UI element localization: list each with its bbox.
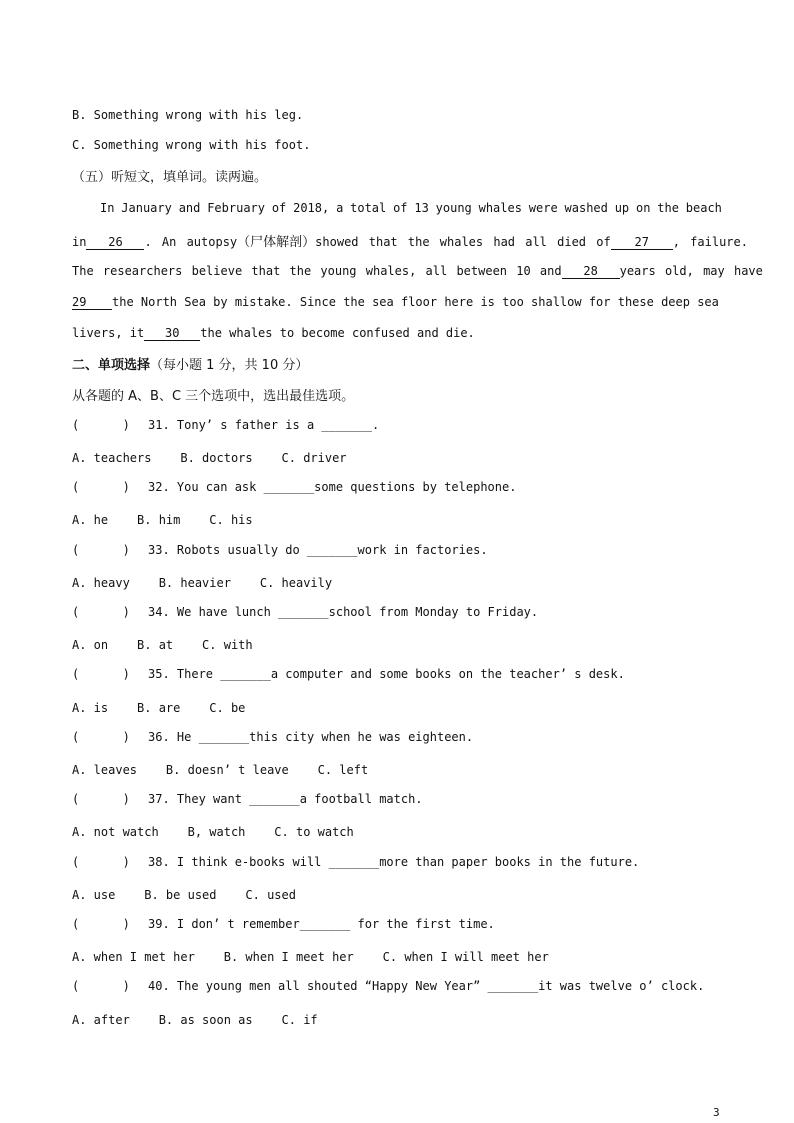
answer-bracket[interactable]: ( ) (72, 792, 130, 806)
blank-30: 30 (144, 327, 200, 341)
answer-bracket[interactable]: ( ) (72, 418, 130, 432)
passage-text: . An autopsy (144, 235, 238, 249)
question-text: 38. I think e-books will _______more than paper books in the future. (148, 855, 640, 869)
question-stem-40 (72, 979, 704, 993)
question-stem-39 (72, 917, 495, 931)
answer-bracket[interactable]: ( ) (72, 730, 130, 744)
passage-text: the North Sea by mistake. Since the sea floor here is too shallow for these deep sea (112, 295, 719, 309)
passage-word: whales (478, 201, 522, 215)
question-text: 36. He _______this city when he was eighteen. (148, 730, 474, 744)
question-options-38: A. use B. be used C. used (72, 888, 296, 902)
passage-text: years old, may have (619, 264, 763, 278)
passage-text: showed that the whales had all died of (315, 235, 611, 249)
passage-word: In (100, 201, 115, 215)
question-options-37: A. not watch B, watch C. to watch (72, 825, 354, 839)
passage-word: young (435, 201, 472, 215)
question-stem-35 (72, 667, 625, 681)
passage-word: beach (685, 201, 722, 215)
passage-word: total (350, 201, 387, 215)
question-stem-38 (72, 855, 639, 869)
passage-line-2 (72, 231, 748, 250)
passage-text: （尸体解剖） (237, 235, 316, 250)
question-text: 31. Tony’ s father is a _______. (148, 418, 380, 432)
section2-heading (72, 354, 308, 373)
blank-26: 26 (86, 236, 144, 250)
answer-bracket[interactable]: ( ) (72, 855, 130, 869)
question-stem-33 (72, 543, 488, 557)
question-options-33: A. heavy B. heavier C. heavily (72, 576, 333, 590)
question-options-40: A. after B. as soon as C. if (72, 1013, 318, 1027)
question-options-34: A. on B. at C. with (72, 638, 253, 652)
passage-word: on (635, 201, 651, 215)
blank-28: 28 (562, 265, 620, 279)
passage-word: a (336, 201, 344, 215)
question-stem-36 (72, 730, 473, 744)
question-stem-37 (72, 792, 423, 806)
section2-title: 二、单项选择 (72, 358, 151, 373)
answer-bracket[interactable]: ( ) (72, 543, 130, 557)
passage-line-5 (72, 326, 475, 341)
passage-text: The researchers believe that the young whales, all between 10 and (72, 264, 562, 278)
question-options-32: A. he B. him C. his (72, 513, 253, 527)
page-number: 3 (713, 1106, 720, 1119)
passage-line-3 (72, 264, 763, 279)
passage-word: up (614, 201, 630, 215)
question-stem-31 (72, 418, 379, 432)
passage-line-1 (100, 201, 722, 215)
passage-line-4 (72, 295, 722, 310)
question-options-31: A. teachers B. doctors C. driver (72, 451, 347, 465)
question-stem-34 (72, 605, 538, 619)
question-text: 40. The young men all shouted “Happy New Year” _______it was twelve o’ clock. (148, 979, 705, 993)
blank-27: 27 (611, 236, 673, 250)
question-stem-32 (72, 480, 516, 494)
passage-text: in (72, 235, 87, 249)
question-text: 37. They want _______a football match. (148, 792, 423, 806)
question-text: 35. There _______a computer and some books on the teacher’ s desk. (148, 667, 625, 681)
answer-bracket[interactable]: ( ) (72, 979, 130, 993)
question-options-35: A. is B. are C. be (72, 701, 246, 715)
section5-heading: （五）听短文，填单词。读两遍。 (72, 170, 268, 185)
question-options-36: A. leaves B. doesn’ t leave C. left (72, 763, 369, 777)
passage-word: 2018, (293, 201, 330, 215)
passage-word: of (393, 201, 408, 215)
passage-word: January (121, 201, 172, 215)
question-text: 34. We have lunch _______school from Monday to Friday. (148, 605, 539, 619)
passage-word: washed (564, 201, 608, 215)
answer-bracket[interactable]: ( ) (72, 917, 130, 931)
section2-note: （每小题 1 分，共 10 分） (150, 358, 309, 373)
passage-word: 13 (414, 201, 429, 215)
passage-text: livers, it (72, 326, 145, 340)
question-text: 39. I don’ t remember_______ for the first time. (148, 917, 495, 931)
section2-instruction: 从各题的 A、B、C 三个选项中，选出最佳选项。 (72, 389, 355, 404)
passage-text: the whales to become confused and die. (200, 326, 475, 340)
passage-text: , failure. (672, 235, 748, 249)
passage-word: were (528, 201, 558, 215)
answer-bracket[interactable]: ( ) (72, 667, 130, 681)
passage-word: February (207, 201, 265, 215)
blank-29: 29 (72, 296, 112, 310)
passage-word: the (657, 201, 679, 215)
question-text: 32. You can ask _______some questions by telephone. (148, 480, 517, 494)
passage-word: and (178, 201, 201, 215)
option-c-foot: C. Something wrong with his foot. (72, 138, 311, 152)
question-text: 33. Robots usually do _______work in factories. (148, 543, 488, 557)
answer-bracket[interactable]: ( ) (72, 605, 130, 619)
passage-word: of (271, 201, 287, 215)
answer-bracket[interactable]: ( ) (72, 480, 130, 494)
question-options-39: A. when I met her B. when I meet her C. when I will meet her (72, 950, 549, 964)
option-b-leg: B. Something wrong with his leg. (72, 108, 304, 122)
